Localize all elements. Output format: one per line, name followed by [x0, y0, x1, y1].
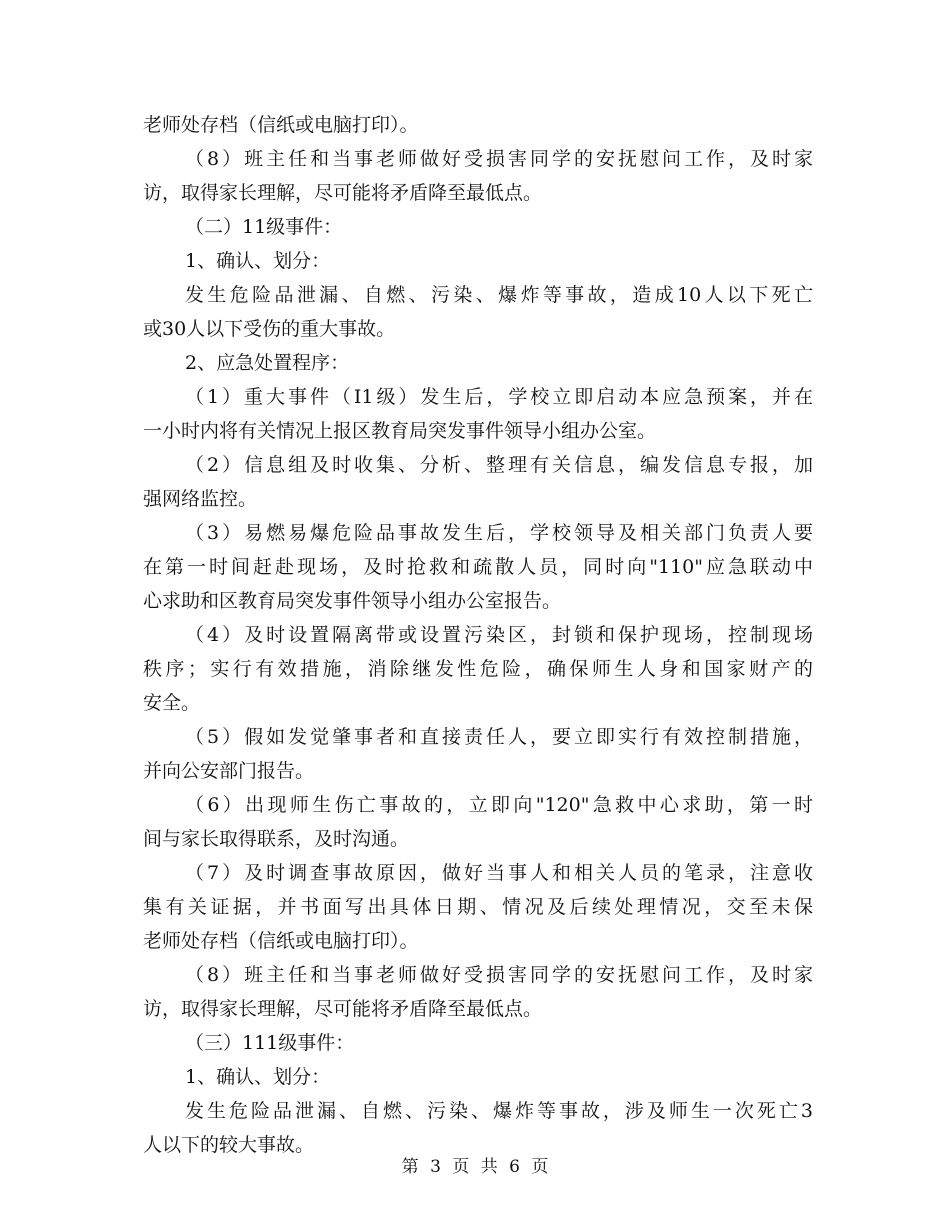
text-line: （3）易燃易爆危险品事故发生后，学校领导及相关部门负责人要 [185, 522, 813, 544]
text-line: （8）班主任和当事老师做好受损害同学的安抚慰问工作，及时家 [185, 964, 813, 986]
text-line: 2、应急处置程序： [185, 352, 350, 374]
text-line: 老师处存档（信纸或电脑打印）。 [143, 930, 419, 952]
text-line: （2）信息组及时收集、分析、整理有关信息，编发信息专报，加 [185, 454, 813, 476]
text-line: 心求助和区教育局突发事件领导小组办公室报告。 [143, 590, 562, 612]
text-line: （二）11级事件： [185, 216, 343, 238]
text-line: 集有关证据，并书面写出具体日期、情况及后续处理情况，交至未保 [143, 896, 813, 918]
text-line: 在第一时间赶赴现场，及时抢救和疏散人员，同时向"110"应急联动中 [143, 556, 813, 578]
text-line: 间与家长取得联系，及时沟通。 [143, 828, 410, 850]
text-line: （8）班主任和当事老师做好受损害同学的安抚慰问工作，及时家 [185, 148, 813, 170]
text-line: 访，取得家长理解，尽可能将矛盾降至最低点。 [143, 182, 543, 204]
text-line: （5）假如发觉肇事者和直接责任人，要立即实行有效控制措施， [185, 726, 813, 748]
document-body [143, 109, 813, 1163]
text-line: 强网络监控。 [143, 488, 258, 510]
text-line: 并向公安部门报告。 [143, 760, 315, 782]
text-line: 秩序；实行有效措施，消除继发性危险，确保师生人身和国家财产的 [143, 658, 813, 680]
text-line: 1、确认、划分： [185, 1066, 331, 1088]
text-line: （6）出现师生伤亡事故的，立即向"120"急救中心求助，第一时 [185, 794, 813, 816]
text-line: （7）及时调查事故原因，做好当事人和相关人员的笔录，注意收 [185, 862, 813, 884]
text-line: 1、确认、划分： [185, 250, 331, 272]
text-line: 发生危险品泄漏、自燃、污染、爆炸等事故，造成10人以下死亡 [185, 284, 813, 306]
text-line: 老师处存档（信纸或电脑打印）。 [143, 114, 419, 136]
text-line: 发生危险品泄漏、自燃、污染、爆炸等事故，涉及师生一次死亡3 [185, 1100, 813, 1122]
text-line: 访，取得家长理解，尽可能将矛盾降至最低点。 [143, 998, 543, 1020]
text-line: 安全。 [143, 692, 201, 714]
text-line: （三）111级事件： [185, 1032, 355, 1054]
text-line: （1）重大事件（I1级）发生后，学校立即启动本应急预案，并在 [185, 386, 813, 408]
text-line: （4）及时设置隔离带或设置污染区，封锁和保护现场，控制现场 [185, 624, 813, 646]
text-line: 一小时内将有关情况上报区教育局突发事件领导小组办公室。 [143, 420, 657, 442]
page-footer: 第 3 页 共 6 页 [401, 1157, 549, 1177]
text-line: 人以下的较大事故。 [143, 1134, 315, 1156]
text-line: 或30人以下受伤的重大事故。 [143, 318, 396, 340]
